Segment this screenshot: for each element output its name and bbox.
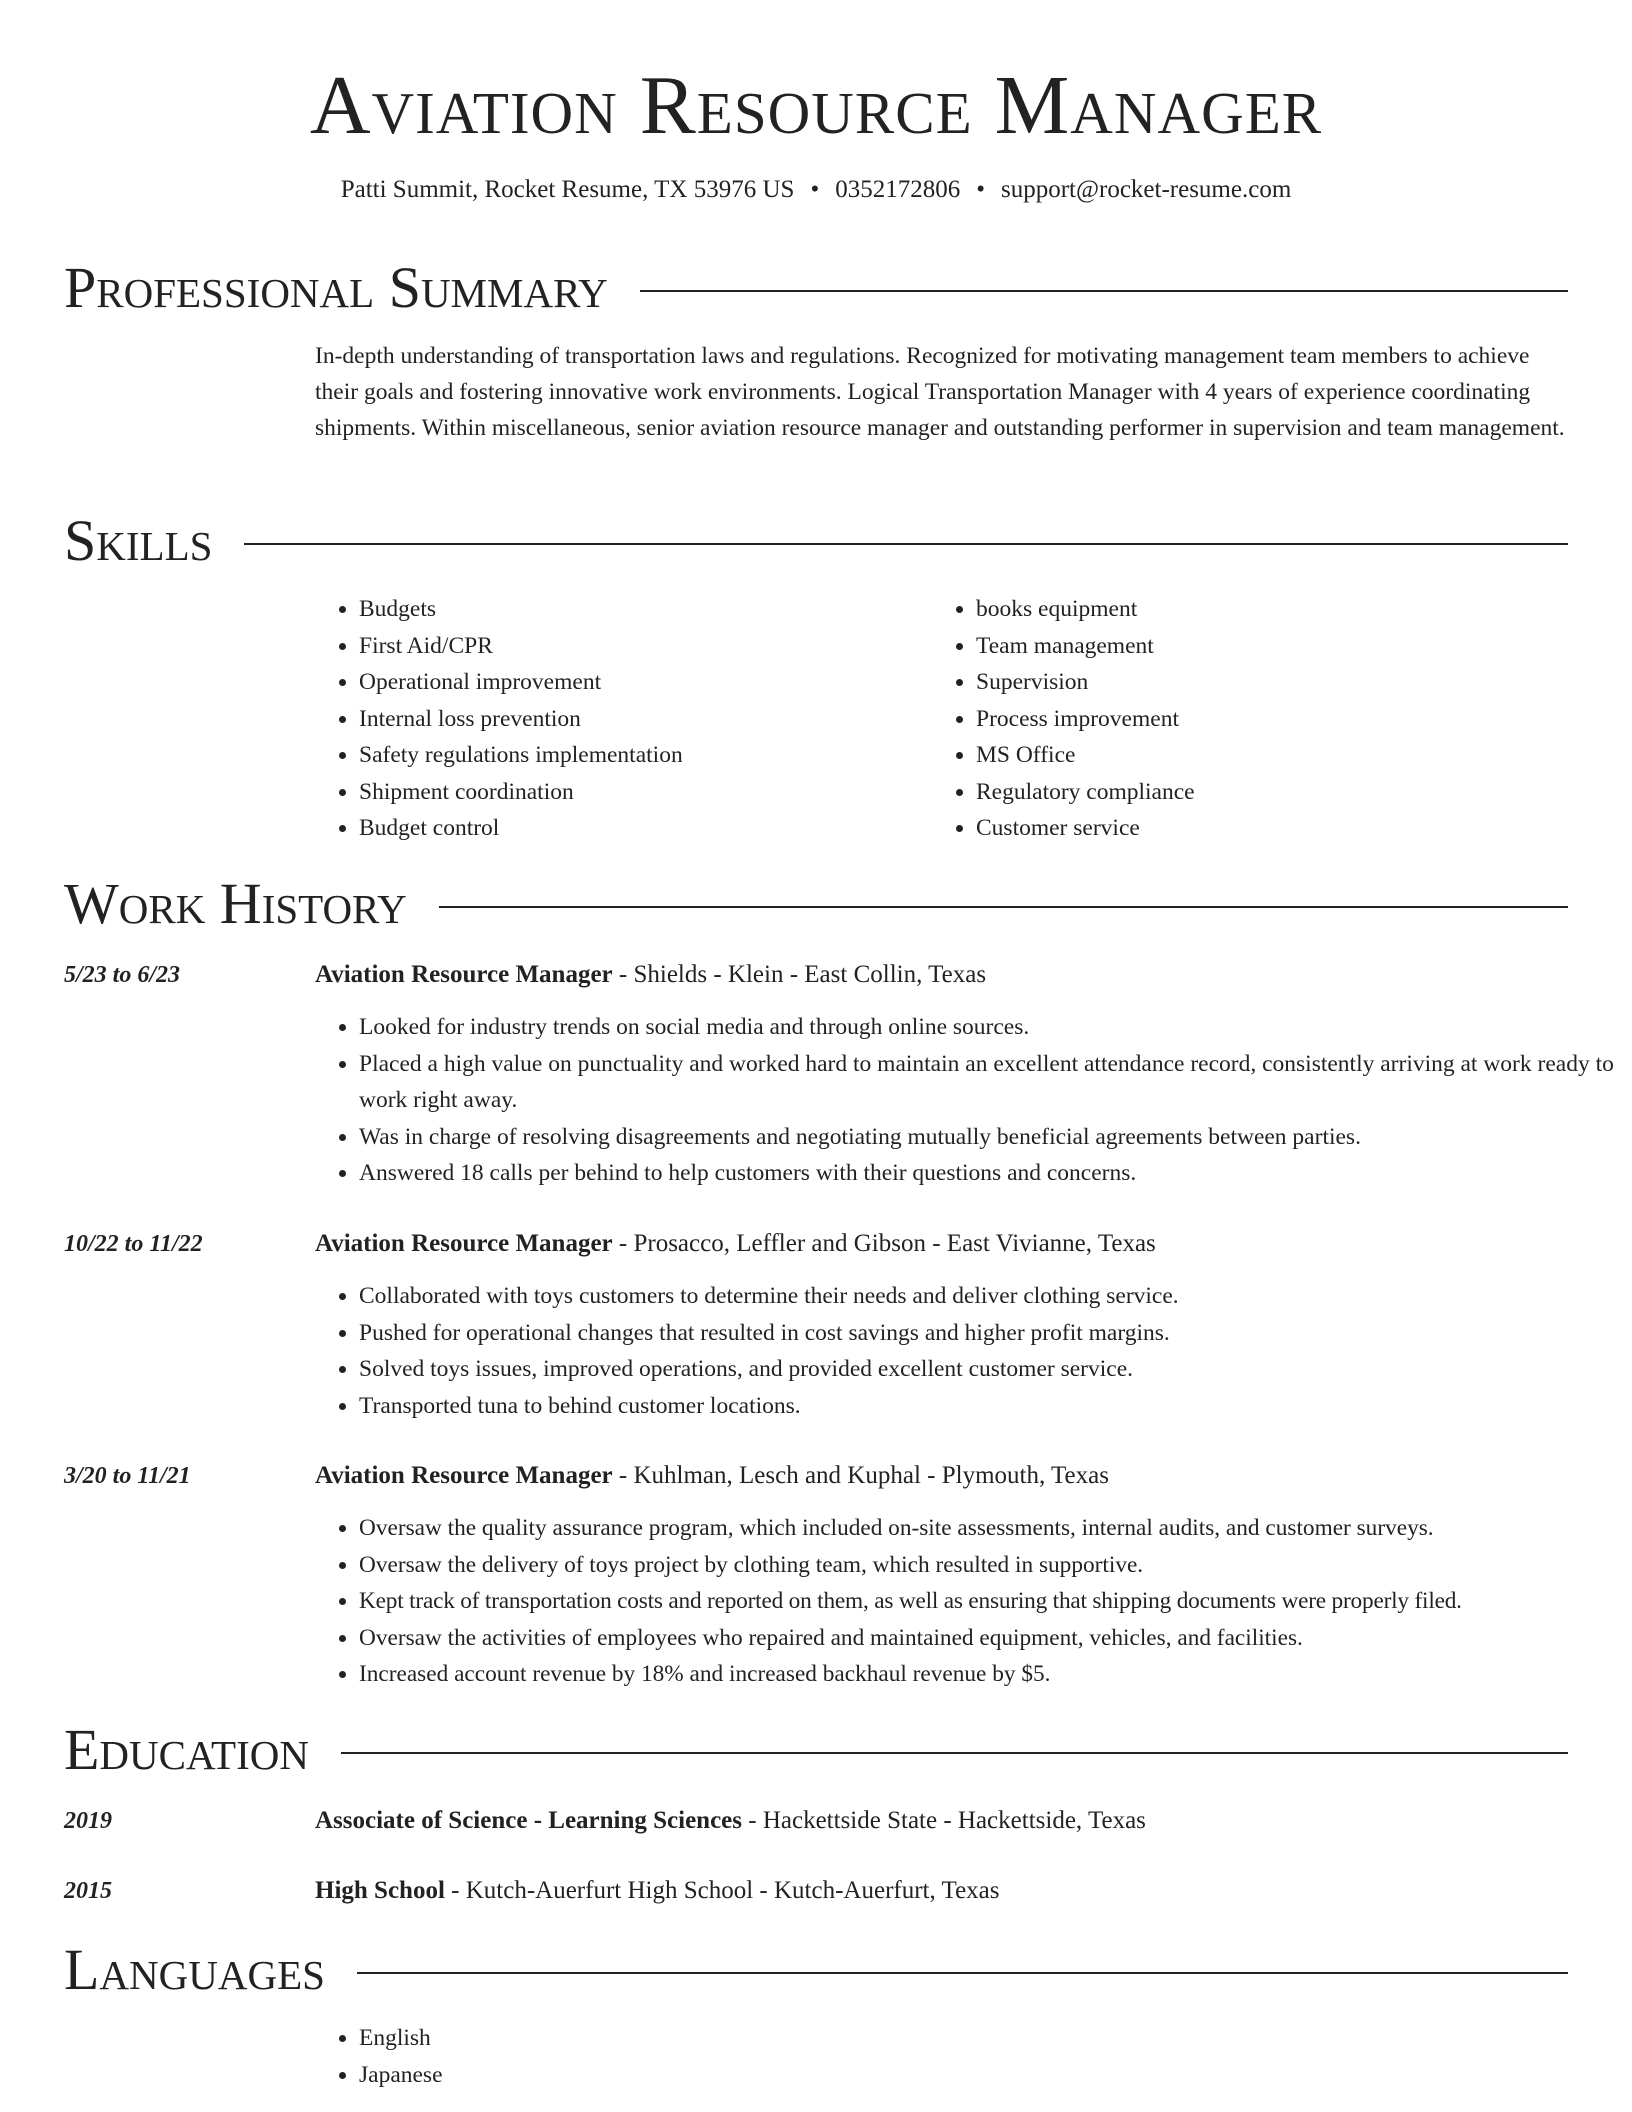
language-item: • Japanese bbox=[359, 2057, 959, 2094]
section-title-summary: Professional Summary bbox=[64, 255, 608, 320]
section-divider bbox=[439, 906, 1568, 908]
section-header-education bbox=[64, 1715, 1568, 1785]
section-title-education: Education bbox=[64, 1717, 309, 1782]
job-heading bbox=[315, 1226, 1156, 1262]
skill-item: • MS Office bbox=[976, 737, 1596, 774]
job-title: Aviation Resource Manager bbox=[315, 1462, 613, 1489]
job-bullet: • Pushed for operational changes that resulted in cost savings and higher profit margins. bbox=[359, 1315, 1619, 1352]
skill-item: • Team management bbox=[976, 628, 1596, 665]
job-employer: - Kuhlman, Lesch and Kuphal - Plymouth, Texas bbox=[612, 1462, 1109, 1489]
job-bullet: • Kept track of transportation costs and reported on them, as well as ensuring that shipping documents were properly filed. bbox=[359, 1583, 1629, 1620]
job-bullets bbox=[315, 1278, 1619, 1424]
section-header-languages bbox=[64, 1935, 1568, 2005]
skills-list-right bbox=[932, 591, 1596, 847]
contact-separator: • bbox=[976, 176, 985, 203]
job-heading bbox=[315, 1458, 1109, 1494]
skills-list-left bbox=[315, 591, 919, 847]
job-bullet: • Answered 18 calls per behind to help customers with their questions and concerns. bbox=[359, 1155, 1619, 1192]
section-divider bbox=[640, 290, 1568, 292]
contact-line bbox=[0, 172, 1632, 208]
section-title-languages: Languages bbox=[64, 1937, 325, 2002]
skill-item: • First Aid/CPR bbox=[359, 628, 919, 665]
education-school: - Hackettside State - Hackettside, Texas bbox=[742, 1807, 1146, 1834]
education-entry bbox=[315, 1873, 999, 1909]
education-degree: Associate of Science - Learning Sciences bbox=[315, 1807, 743, 1834]
resume-title: Aviation Resource Manager bbox=[309, 59, 1323, 152]
job-bullet: • Transported tuna to behind customer locations. bbox=[359, 1388, 1619, 1425]
job-employer: - Prosacco, Leffler and Gibson - East Vivianne, Texas bbox=[612, 1230, 1156, 1257]
job-bullet: • Placed a high value on punctuality and worked hard to maintain an excellent attendance record, consistently arriving at work ready to work right away. bbox=[359, 1046, 1619, 1119]
skill-item: • Internal loss prevention bbox=[359, 701, 919, 738]
job-bullet: • Oversaw the activities of employees who repaired and maintained equipment, vehicles, and facilities. bbox=[359, 1620, 1629, 1657]
contact-email: support@rocket-resume.com bbox=[1000, 176, 1292, 203]
section-header-work bbox=[64, 869, 1568, 939]
section-divider bbox=[341, 1752, 1568, 1754]
skill-item: • Supervision bbox=[976, 664, 1596, 701]
job-title: Aviation Resource Manager bbox=[315, 961, 613, 988]
section-divider bbox=[357, 1972, 1568, 1974]
language-item: • English bbox=[359, 2020, 959, 2057]
education-degree: High School bbox=[315, 1877, 445, 1904]
job-bullet: • Solved toys issues, improved operations, and provided excellent customer service. bbox=[359, 1351, 1619, 1388]
education-school: - Kutch-Auerfurt High School - Kutch-Auerfurt, Texas bbox=[444, 1877, 1000, 1904]
job-bullets bbox=[315, 1510, 1629, 1693]
section-title-skills: Skills bbox=[64, 508, 213, 573]
job-bullet: • Was in charge of resolving disagreements and negotiating mutually beneficial agreements between parties. bbox=[359, 1119, 1619, 1156]
job-bullet: • Increased account revenue by 18% and increased backhaul revenue by $5. bbox=[359, 1656, 1629, 1693]
section-divider bbox=[244, 543, 1568, 545]
education-year: 2015 bbox=[64, 1878, 112, 1904]
contact-address: Patti Summit, Rocket Resume, TX 53976 US bbox=[340, 176, 795, 203]
job-title: Aviation Resource Manager bbox=[315, 1230, 613, 1257]
summary-text: In-depth understanding of transportation laws and regulations. Recognized for motivating management team members to achieve their goals and fostering innovative work environments. Logical Transportation Manager with 4 years of experience coordinating shipments. Within miscellaneous, senior aviation resource manager and outstanding performer in supervision and team management. bbox=[315, 343, 1565, 441]
contact-phone: 0352172806 bbox=[835, 176, 961, 203]
skill-item: • Shipment coordination bbox=[359, 774, 919, 811]
job-dates: 3/20 to 11/21 bbox=[64, 1463, 191, 1489]
skill-item: • Process improvement bbox=[976, 701, 1596, 738]
job-employer: - Shields - Klein - East Collin, Texas bbox=[612, 961, 987, 988]
job-bullet: • Oversaw the delivery of toys project by clothing team, which resulted in supportive. bbox=[359, 1547, 1629, 1584]
education-year: 2019 bbox=[64, 1808, 112, 1834]
languages-list bbox=[315, 2020, 959, 2093]
section-title-work: Work History bbox=[64, 871, 407, 936]
job-bullet: • Oversaw the quality assurance program, which included on-site assessments, internal audits, and customer surveys. bbox=[359, 1510, 1629, 1547]
job-dates: 5/23 to 6/23 bbox=[64, 962, 181, 988]
skill-item: • books equipment bbox=[976, 591, 1596, 628]
job-bullets bbox=[315, 1009, 1619, 1192]
skill-item: • Regulatory compliance bbox=[976, 774, 1596, 811]
job-heading bbox=[315, 957, 986, 993]
skill-item: • Safety regulations implementation bbox=[359, 737, 919, 774]
skill-item: • Customer service bbox=[976, 810, 1596, 847]
section-header-summary bbox=[64, 253, 1568, 323]
job-dates: 10/22 to 11/22 bbox=[64, 1231, 203, 1257]
section-header-skills bbox=[64, 506, 1568, 576]
skill-item: • Operational improvement bbox=[359, 664, 919, 701]
skill-item: • Budgets bbox=[359, 591, 919, 628]
job-bullet: • Looked for industry trends on social media and through online sources. bbox=[359, 1009, 1619, 1046]
job-bullet: • Collaborated with toys customers to determine their needs and deliver clothing service. bbox=[359, 1278, 1619, 1315]
contact-separator: • bbox=[810, 176, 820, 203]
education-entry bbox=[315, 1803, 1146, 1839]
skill-item: • Budget control bbox=[359, 810, 919, 847]
